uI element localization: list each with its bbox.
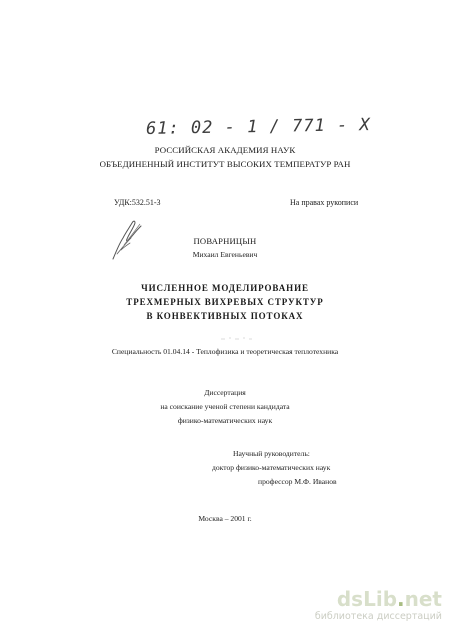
organization-line-2: ОБЪЕДИНЕННЫЙ ИНСТИТУТ ВЫСОКИХ ТЕМПЕРАТУР РАН [99, 159, 351, 169]
watermark [315, 589, 442, 622]
watermark-logo: dsLib.net [336, 587, 442, 611]
faint-mark [219, 334, 255, 342]
specialty: Специальность 01.04.14 - Теплофизика и теоретическая теплотехника [111, 347, 339, 356]
title-line-2: ТРЕХМЕРНЫХ ВИХРЕВЫХ СТРУКТУР [126, 297, 324, 307]
dissertation-label: Диссертация [204, 388, 246, 397]
supervisor-name: профессор М.Ф. Иванов [258, 477, 337, 486]
supervisor-degree: доктор физико-математических наук [212, 463, 331, 472]
rights-notice: На правах рукописи [290, 198, 359, 207]
field-line: физико-математических наук [177, 416, 273, 425]
city-year: Москва – 2001 г. [198, 514, 252, 523]
author-surname: ПОВАРНИЦЫН [193, 236, 257, 246]
author-name: Михаил Евгеньевич [192, 250, 258, 259]
title-line-1: ЧИСЛЕННОЕ МОДЕЛИРОВАНИЕ [141, 283, 309, 293]
title-line-3: В КОНВЕКТИВНЫХ ПОТОКАХ [146, 311, 304, 321]
watermark-subtitle: библиотека диссертаций [314, 611, 442, 622]
supervisor-label: Научный руководитель: [233, 449, 310, 458]
degree-line: на соискание ученой степени кандидата [160, 402, 290, 411]
handwritten-code: 61: 02 - 1 / 771 - X [145, 115, 371, 139]
organization-line-1: РОССИЙСКАЯ АКАДЕМИЯ НАУК [154, 145, 296, 155]
udk-code: УДК:532.51-3 [114, 198, 161, 207]
